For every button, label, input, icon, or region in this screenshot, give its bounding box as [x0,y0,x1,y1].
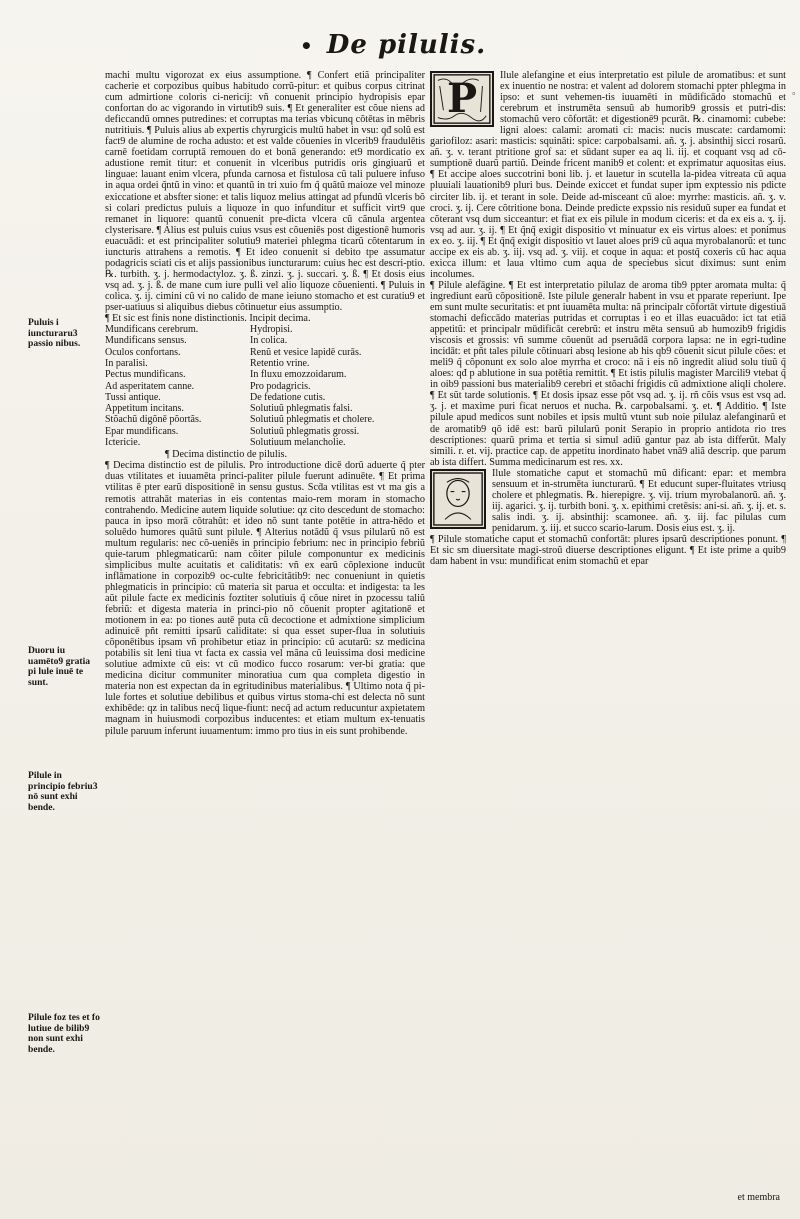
left-paragraph-1: machi multu vigorozat ex eius assumptione. ¶ Confert etiã principaliter cacherie et corpozibus quibus habitudo corrũ-pitur: et quibus corpus citrinat cum admirtione coloris ci-nericij: vñ conuenit principio hydropisis epar confortan do ac vigorando in virtutib9 suis. ¶ Et generaliter est cõue niens ad deficcandũ omnes putredines: et corruptas ma terias vbicunq cõtētas in mẽbris nutritiuis. ¶ Puluis alius ab expertis chyrurgicis multũ habet in vsu: qđ solũ est fact9 de alumine de rocha adusto: et est valde cõuenies in vlcerib9 fraudulētis carnē foetidam corruptā remouen do et bonā generando: et9 mordicatio ex adustione remit titur: et conuenit in vlceribus putridis oris gingiuarũ et linguae: lauant enim vlcera, pfunda carnosa et fistulosa cũ tali puluere infuso in aqua ordei q̃ntũ in vino: et quantũ in tri xuio fm q̃ quãtũ maioze vel minoze exiccatione et absfter sione: et talis liquoz melius attingat ad pfundũ vlceris bõ si colari predictus puluis a liquoze in quo infunditur et sufficit virt9 que remanet in liquore: quantũ conuenit pre-dicta vlcera cũ cãnula argentea clysterisare. ¶ Alius est puluis cuius vsus est cõueniēs post digestionē humoris euacuādi: et est principaliter solutiu9 materiei phlegma ticarũ cõtentarum in iuncturis attrahens a remotis. ¶ Et ideo conuenit si debito tpe assumatur podagricis sciati cis et alijs passionibus iuncturarum: cuius hec est descri-ptio. ℞. turbith. ʒ. j. hermodactyloz. ʒ. ß. zinzi. ʒ. j. succari. ʒ. ß. ¶ Et dosis eius vsq ad. ʒ. j. ß. de mane cum iure pulli vel alio liquoze cõuenienti. ¶ Puluis in colica. ʒ. ij. cimini cũ vi no calido de mane ieiuno stomacho et est curatiu9 et pser-uatiuus si aliquibus diebus cõtinuetur eius assumptio. [105,70,425,313]
toc-right-entry: Pro podagricis. [250,380,311,392]
header-dot: • [300,34,313,58]
toc-right-entry: De fedatione cutis. [250,391,326,403]
left-column [105,70,425,1195]
toc-left-entry: Epar mundificans. [105,425,179,437]
right-paragraph-1: Ilule alefangine et eius interpretatio est pilule de aromatibus: et sunt ex inuentio ne nostra: et valent ad dolorem stomachi ppter phlegma in ipso: et sunt vehemen-tis iuuamēti in mūdificādo stomachũ et cerebrum et instrumēta sensuũ ab humorib9 grossis et putri-dis: stomachũ vero cõfortāt: et digestionē9 pcurāt. ℞. cinamomi: cubebe: ligni aloes: calami: aromati ci: macis: nucis muscate: cardamomi: gariofiloz: asari: masticis: squināti: spice: carpobalsami. añ. ʒ. j. absinthij sicci rosarũ. añ. ʒ. v. terant ptritione grof sa: et sūdant super ea aq li. iij. et coquant vsq ad cō-sumptionē duarũ partiũ. Deinde fricent manib9 et colent: et exprimatur aquositas eius. ¶ Et accipe aloes succotrini boni lib. j. et lauetur in scutella la-pidea vitreata cũ aqua pluuiali lauationib9 pluri bus. Deinde exiccet et fundat super ipm exptessio nis pdicte circiter lib. ij. et terant in sole. Deide ad-misceant cũ aloe: myrrhe: masticis. añ. ʒ. v. croci. ʒ. ij. Cere cõtritione bona. Deinde predicte expssio nis residuũ super ea fundat et cõterant vsq dum sicceantur: et fiat ex eis pilule in modum ciceris: et da ex eis a. ʒ. ij. vsq ad aur. ʒ. ij. ¶ Et q̃nq̃ exigit dispositio vt minuatur ex eis virtus aloes: et ponimus ex eo. ʒ. iij. ¶ Et q̃nq̃ exigit dispositio vt lauet aloes pri9 cũ aqua myrobalanorũ: et tunc accipe ex eis ab. ʒ. iij. vsq ad. ʒ. viij. et coque in aqua: et postq̃ coxeris cũ hac aqua exicca illum: et laua vltimo cum aqua de speciebus sicut diximus: sunt enim incolumes. [430,70,786,280]
margin-note-3: Pilule in principio febriu3 nō sunt exhi bende. [28,770,98,813]
right-paragraph-4: ¶ Pilule stomatiche caput et stomachũ confortāt: plures ipsarũ descriptiones ponunt. ¶ Et sic sm diuersitate magi-stroũ diuerse descriptiones eligunt. ¶ Et iste prime a quib9 dam habent in vsu: mundificat enim stomachũ et epar [430,533,786,568]
portrait-woodcut [430,469,486,529]
toc-left-entry: Stõachũ digõnē põortãs. [105,414,202,426]
toc-left-entry: Ictericie. [105,437,141,449]
right-paragraph-3: Ilule stomatiche caput et stomachũ mũ dificant: epar: et membra sensuum et in-strumēta iuncturarũ. ¶ Et educunt super-fluitates vtriusq cholere et phlegmatis. ℞. hierepigre. ʒ. vij. trium myrobalanorũ. añ. ʒ. iij. agarici. ʒ. ij. turbith boni. ʒ. x. epithimi cretēsis: ani-si. añ. ʒ. ij. et. s. salis indi. ʒ. ij. absinthij: scamonee. añ. ʒ. iij. fac pilulas cum penidarum. ʒ. iij. et succo scario-larum. Dosis eius est. ʒ. ij. [492,467,786,534]
initial-letter-2 [432,471,484,527]
toc-left-entry: Appetitum incitans. [105,403,184,415]
toc-right-entry: Solutiuũ phlegmatis falsi. [250,403,353,415]
catchword: et membra [737,1192,780,1203]
toc-left-entry: Ad asperitatem canne. [105,380,195,392]
toc-right-entry: Solutiuum melancholie. [250,437,346,449]
right-column [430,70,786,1195]
toc-right-entry: Hydropisi. [250,324,293,336]
toc-left-entry: Tussi antique. [105,391,161,403]
left-paragraph-2: ¶ Et sic est finis none distinctionis. Incipit decima. [105,313,311,325]
toc-left-entry: In paralisi. [105,357,148,369]
toc-right-entry: Retentio vrine. [250,357,310,369]
margin-note-4: Pilule foz tes et fo lutiue de bilib9 non sunt exhi bende. [28,1012,100,1055]
toc-left-entry: Mundificans sensus. [105,335,187,347]
toc-left-entry: Mundificans cerebrum. [105,324,199,336]
initial-letter: P [446,75,478,123]
left-paragraph-3: ¶ Decima distinctio est de pilulis. Pro introductione dicē dorũ aduerte q̃ pter duas vtilitates et iuuamēta princi-paliter pilule fuerunt adinuēte. ¶ Et prima vtilitas ē pter earũ dispositionē in sensu gustus. Scḋa vtilitas est vt ma gis a remotis attrahāt materias in eis contentas maio-rem moram in stomacho contrahendo. Medicine autem liquide solutiue: qz cito descedunt de stomacho: pauca in ipso morā cõtrahũt: et ideo nõ sunt tante potētie in attra-hēdo et soluēdo humores quãtũ sunt pilule. ¶ Alterius notādũ q̃ vsus pilularũ nõ est multum regularis: nec cõ-ueniēs in principio febrium: nec in principio febriũ quie-tarum phlegmaticarũ: nam cõiter pilule componuntur ex medicinis simplicibus multe acuitatis et caliditatis: vñ ex earũ cõplexione inducūt inflāmatione in corpozib9 oc-culte febricitātib9: nec conueniunt in quietis phlegmaticis in principio: cũ materia sit parua et occulta: et indigesta: ta les aũt pilule facte ex medicinis foztiter solutiuis q̃ cõue niret in pzocessu taliũ febriũ: et digesta materia in princi-pio nõ cõuenit propter agitationē et motionem in ea: po tiones autē puta cũ decoctione et admixtione simplicium adinuicē pñt remitti ipsarũ caliditate: si qua esset super-flua in solutiuis cõponētibus ipsam vñ prohibetur etiaz in principio: cũ acutarũ: sz medicina potabilis sit leni tiua vt facta ex cassia vel mãna cũ leuissima dosi medicine solutiue admixte cũ eis: vt cũ modico fucco rosarum: ver-bi gratia: que medicina dicitur communiter minoratiua cum qua completa digestio in materia non est expectan da in egritudinibus materialibus. ¶ Ultimo nota q̃ pi-lule fortes et solutiue debilibus et quibus virtus stoma-chi est delecta nõ sunt exhibēde: qz in talibus necq̃ lique-fiunt: necq̃ ad actum reducuntur axpietatem magnam in huiusmodi corpozibus inducentes: et etiam multum ex-tenuatis pilule paruum inferunt iuuamentum: immo pro tius in eis sunt prohibende. [105,460,425,737]
distinction-heading: ¶ Decima distinctio de pilulis. [165,449,288,461]
toc-right-entry: In colica. [250,335,288,347]
bleed-mark: ° [791,92,796,102]
toc-right-entry: In fluxu emozzoidarum. [250,369,347,381]
margin-note-2: Duoru iu uamēto9 gratia pi lule inuē te sunt. [28,645,91,688]
decorated-initial-woodcut [430,71,494,127]
right-paragraph-2: ¶ Pilule alefāgine. ¶ Et est interpretatio pilulaz de aroma tib9 ppter aromata multa: q̃ ingrediunt earũ cõpositionē. Iste pilule generalr habent in vsu et pparate reperiunt. Ipe em sunt multe securitatis: et pnt iuuamēta multa: nã principalr cõfortāt virtute digestiuā stomachi deficcādo materias putridas et corruptas i eo et illas euacuādo: ict tat etiā appetitũ: et principalr mūdificāt cerebrũ: et instru mēta sensuũ ab humozib9 frigidis viscosis et grossis: vñ summe cõuenūt ad pseruādā corpora lapsa: ne in egri-tudine incidāt: et pñt tales pilule cõtinuari absq lesione ab his qb9 cõuenit sicut pilule cões: et meli9 q̃ cõponunt ex solo aloe myrrha et croco: nã i eis nõ ingredit aliud solu tiuũ q̃ aloes: qđ p ablutione in sua potētia remittit. ¶ Et istis pilulis magister Marcili9 vtebat q̃ in oib9 passioni bus materialib9 cerebri et stõachi frigidis cũ admixtione aliqli cholere. ¶ Et sũt tarde solutionis. ¶ Et dosis ipsaz esse põt vsq ad. ʒ. ij. rñ cõis vsus est vsq ad. ʒ. j. et maxime puri ficat neruos et nucha. ℞. carpobalsami. ʒ. et. ¶ Additio. ¶ Iste pilule apud medicos sunt nobiles et ipsis multũ vtunt sub noie pilulaz alefanginarũ et de aromatib9 qõ idē est: barũ pilularũ ponit Serapio in proprio antidota rio tres descriptiones: quarũ prima et tertia si simul adiũ gantur paz ab ista differũt. Maly simili. r. et. vij. practice cap. de appetitu inordinato habet vnã9 aliã descrip. que parum ab ista differt. Summa medicinarum est res. xx. [430,279,786,468]
margin-note-1: Puluis i iuncturaru3 passio nibus. [28,317,81,349]
toc-right-entry: Solutiuũ phlegmatis et cholere. [250,414,375,426]
distinction-table-of-contents [105,324,425,448]
toc-right-entry: Renũ et vesice lapidē curās. [250,346,362,358]
toc-right-entry: Solutiuũ phlegmatis grossi. [250,425,360,437]
page-header [300,30,560,66]
running-title: De pilulis. [326,30,487,60]
toc-left-entry: Pectus mundificans. [105,369,186,381]
toc-left-entry: Oculos confortans. [105,346,181,358]
